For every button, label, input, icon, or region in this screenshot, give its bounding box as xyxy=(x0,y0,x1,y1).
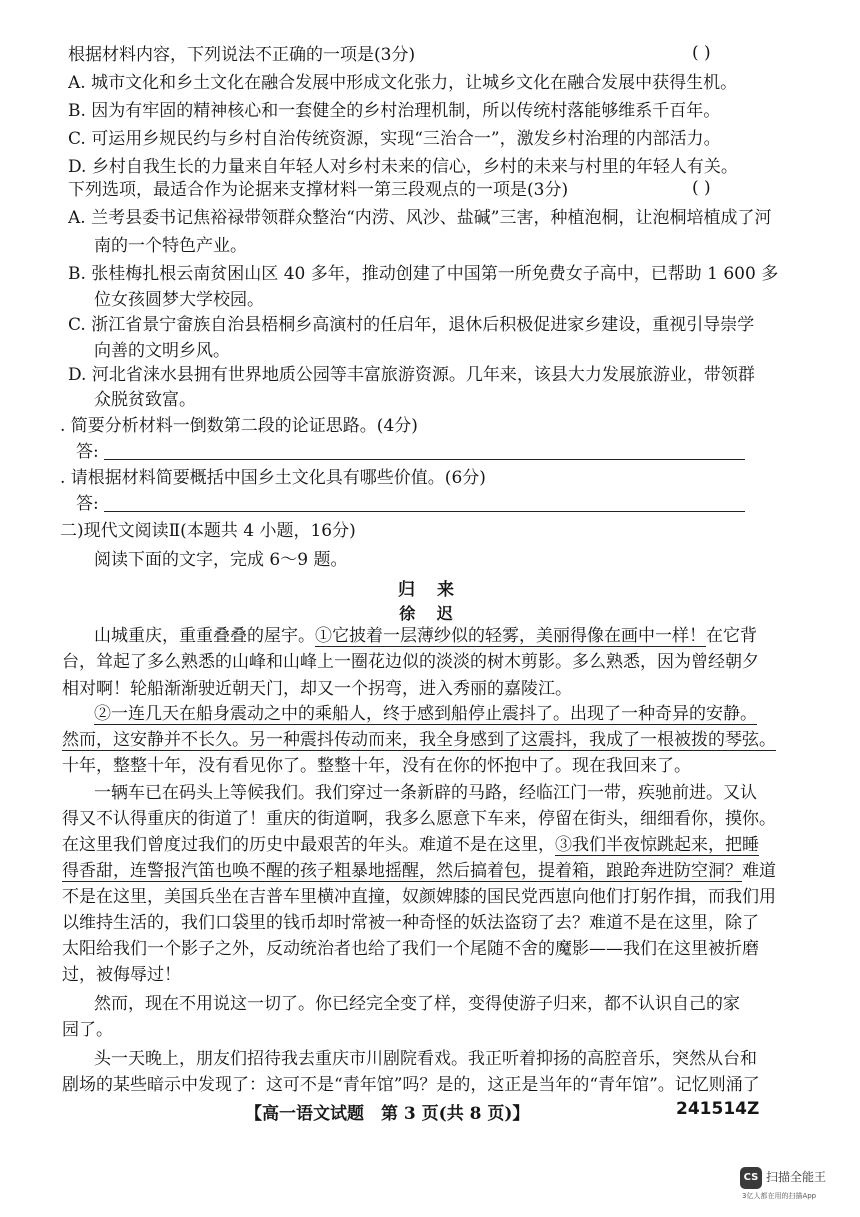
essay-p4-line1: 然而，现在不用说这一切了。你已经完全变了样，变得使游子归来，都不认识自己的家 xyxy=(94,994,740,1014)
q3-option-c-line1: C. 浙江省景宁畲族自治县梧桐乡高演村的任启年，退休后积极促进家乡建设，重视引导崇学 xyxy=(68,315,755,335)
scanner-watermark xyxy=(740,1165,850,1205)
essay-p1-line3: 相对啊！轮船渐渐驶近朝天门，却又一个拐弯，进入秀丽的嘉陵江。 xyxy=(62,679,572,699)
q3-option-a-line2: 南的一个特色产业。 xyxy=(94,236,247,256)
q2-option-c: C. 可运用乡规民约与乡村自治传统资源，实现“三治合一”，激发乡村治理的内部活力。 xyxy=(68,129,721,149)
q4-answer-label: 答: xyxy=(76,442,99,462)
q4-answer-line xyxy=(104,459,745,460)
section-instruction: 阅读下面的文字，完成 6～9 题。 xyxy=(94,550,348,570)
q3-option-b-line2: 位女孩圆梦大学校园。 xyxy=(94,290,264,310)
underlined-sentence-1: ①它披着一层薄纱似的轻雾，美丽得像在画中一样！ xyxy=(315,626,706,646)
essay-text: 在它背 xyxy=(706,626,757,646)
essay-title: 归 来 xyxy=(398,580,462,600)
q2-stem: 根据材料内容，下列说法不正确的一项是(3分) xyxy=(68,45,416,65)
essay-p1-line2: 台，耸起了多么熟悉的山峰和山峰上一圈花边似的淡淡的树木剪影。多么熟悉，因为曾经朝夕 xyxy=(62,652,759,672)
q2-option-d: D. 乡村自我生长的力量来自年轻人对乡村未来的信心，乡村的未来与村里的年轻人有关。 xyxy=(68,157,738,177)
section-heading: 二)现代文阅读Ⅱ(本题共 4 小题，16分) xyxy=(60,521,356,541)
essay-p3-line2: 得又不认得重庆的街道了！重庆的街道啊，我多么愿意下车来，停留在街头，细细看你，摸你。 xyxy=(62,809,776,829)
essay-p3-line3 xyxy=(62,833,800,857)
q3-option-a-line1: A. 兰考县委书记焦裕禄带领群众整治“内涝、风沙、盐碱”三害，种植泡桐，让泡桐培植成了河 xyxy=(68,208,772,228)
essay-p1-line1 xyxy=(94,624,800,648)
watermark-app-name: 扫描全能王 xyxy=(766,1170,827,1184)
camscanner-logo-icon: CS xyxy=(740,1167,762,1189)
q2-answer-bracket: ( ) xyxy=(692,43,711,63)
essay-text: 山城重庆，重重叠叠的屋宇。 xyxy=(94,626,315,646)
essay-p3-line5: 不是在这里，美国兵坐在吉普车里横冲直撞，奴颜婢膝的国民党西崽向他们打躬作揖，而我们用 xyxy=(62,887,776,907)
underlined-sentence-2: ②一连几天在船身震动之中的乘船人，终于感到船停止震抖了。出现了一种奇异的安静。 xyxy=(94,704,757,724)
watermark-tagline: 3亿人都在用的扫描App xyxy=(742,1192,817,1200)
essay-p3-line1: 一辆车已在码头上等候我们。我们穿过一条新辟的马路，经临江门一带，疾驰前进。又认 xyxy=(94,783,757,803)
q3-option-d-line1: D. 河北省涞水县拥有世界地质公园等丰富旅游资源。几年来，该县大力发展旅游业，带领群 xyxy=(68,365,755,385)
essay-author: 徐 迟 xyxy=(399,604,461,623)
q3-option-c-line2: 向善的文明乡风。 xyxy=(94,341,230,361)
underlined-continuation: 得香甜，连警报汽笛也唤不醒的孩子粗暴地摇醒，然后搞着包，提着箱，踉跄奔进防空洞？ xyxy=(62,861,742,881)
footer-exam-code: 241514Z xyxy=(676,1099,760,1119)
essay-p2-line3: 十年，整整十年，没有看见你了。整整十年，没有在你的怀抱中了。现在我回来了。 xyxy=(62,756,691,776)
essay-text: 在这里我们曾度过我们的历史中最艰苦的年头。难道不是在这里， xyxy=(62,835,555,855)
q4-stem: . 简要分析材料一倒数第二段的论证思路。(4分) xyxy=(60,416,418,436)
underlined-continuation: 然而，这安静并不长久。另一种震抖传动而来，我全身感到了这震抖，我成了一根被拨的琴弦。 xyxy=(62,730,776,750)
essay-p3-line8: 过，被侮辱过！ xyxy=(62,965,181,985)
q5-stem: . 请根据材料简要概括中国乡土文化具有哪些价值。(6分) xyxy=(60,468,486,488)
essay-p4-line2: 园了。 xyxy=(62,1020,113,1040)
essay-p2-line1 xyxy=(94,702,800,726)
essay-p3-line6: 以维持生活的，我们口袋里的钱币却时常被一种奇怪的妖法盗窃了去？难道不是在这里，除了 xyxy=(62,913,759,933)
essay-p3-line4 xyxy=(62,859,800,883)
underlined-sentence-3: ③我们半夜惊跳起来，把睡 xyxy=(555,835,759,855)
footer-page-label: 【高一语文试题 第 3 页(共 8 页)】 xyxy=(245,1104,530,1124)
q2-option-a: A. 城市文化和乡土文化在融合发展中形成文化张力，让城乡文化在融合发展中获得生机。 xyxy=(68,73,738,93)
essay-text: 难道 xyxy=(742,861,776,881)
q3-option-d-line2: 众脱贫致富。 xyxy=(94,390,196,410)
q3-answer-bracket: ( ) xyxy=(692,178,711,198)
q2-option-b: B. 因为有牢固的精神核心和一套健全的乡村治理机制，所以传统村落能够维系千百年。 xyxy=(68,101,721,121)
q3-option-b-line1: B. 张桂梅扎根云南贫困山区 40 多年，推动创建了中国第一所免费女子高中，已帮助 1 600 多 xyxy=(68,264,779,284)
essay-p2-line2 xyxy=(62,728,800,752)
q3-stem: 下列选项，最适合作为论据来支撑材料一第三段观点的一项是(3分) xyxy=(68,180,569,200)
q5-answer-label: 答: xyxy=(76,494,99,514)
q5-answer-line xyxy=(104,511,745,512)
essay-p3-line7: 太阳给我们一个影子之外，反动统治者也给了我们一个尾随不舍的魔影——我们在这里被折磨 xyxy=(62,939,759,959)
essay-p5-line1: 头一天晚上，朋友们招待我去重庆市川剧院看戏。我正听着抑扬的高腔音乐，突然从台和 xyxy=(94,1049,757,1069)
essay-p5-line2: 剧场的某些暗示中发现了：这可不是“青年馆”吗？是的，这正是当年的“青年馆”。记忆则涌了 xyxy=(62,1075,760,1095)
